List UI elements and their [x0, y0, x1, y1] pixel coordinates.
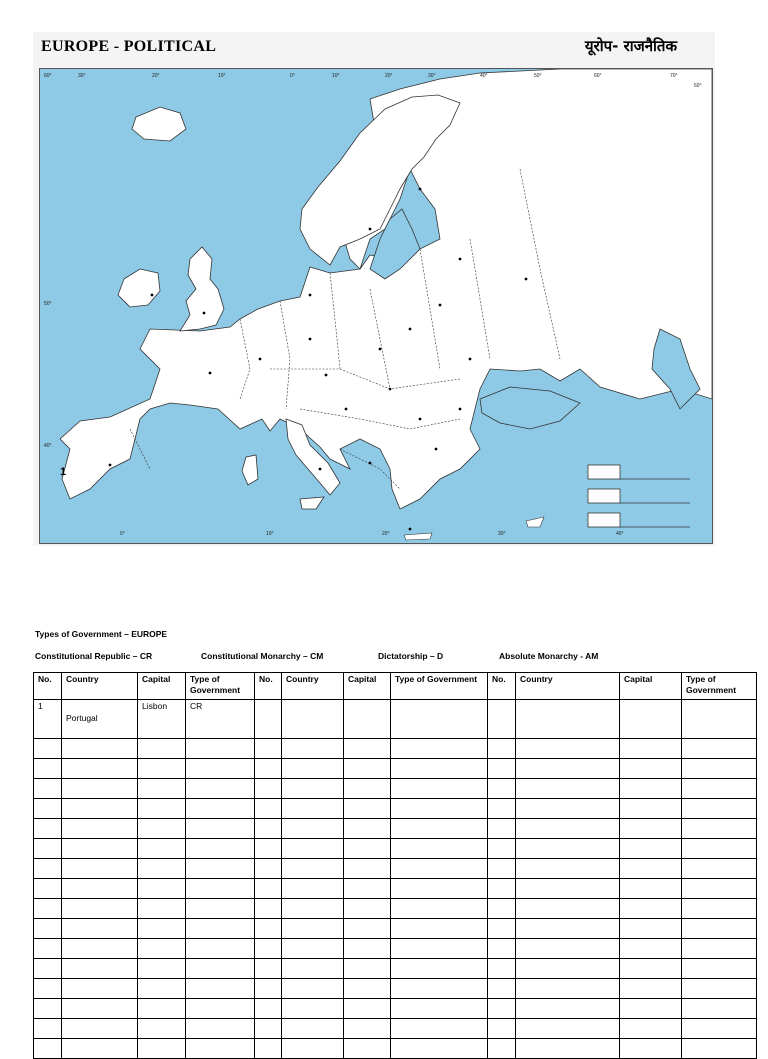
cell-no[interactable] — [255, 759, 282, 779]
cell-country[interactable] — [282, 1019, 344, 1039]
map-panel — [33, 32, 715, 546]
col-header-country: Country — [62, 673, 138, 700]
bottom-label: 0° — [120, 531, 125, 537]
cell-no[interactable] — [488, 879, 516, 899]
cell-no[interactable] — [34, 999, 62, 1019]
cell-no[interactable] — [488, 1019, 516, 1039]
cell-capital[interactable] — [620, 700, 682, 739]
cell-type[interactable] — [682, 1019, 757, 1039]
map-title-hindi: यूरोप- राजनैतिक — [584, 37, 677, 55]
cell-no[interactable]: 1 — [34, 700, 62, 739]
cell-country[interactable] — [282, 919, 344, 939]
cell-type[interactable] — [186, 839, 255, 859]
table-row — [34, 959, 757, 979]
cell-no[interactable] — [255, 879, 282, 899]
cell-capital[interactable] — [138, 759, 186, 779]
cell-capital[interactable] — [138, 899, 186, 919]
cell-capital[interactable] — [344, 919, 391, 939]
cell-capital[interactable] — [344, 779, 391, 799]
cell-capital[interactable] — [344, 759, 391, 779]
cell-capital[interactable]: Lisbon — [138, 700, 186, 739]
cell-type[interactable] — [391, 859, 488, 879]
cell-capital[interactable] — [344, 799, 391, 819]
cell-type[interactable] — [682, 779, 757, 799]
table-row — [34, 939, 757, 959]
col-header-capital: Capital — [620, 673, 682, 700]
long-label: 60° — [594, 73, 602, 79]
cell-country[interactable] — [282, 1039, 344, 1059]
cell-type[interactable] — [391, 779, 488, 799]
cell-no[interactable] — [488, 799, 516, 819]
long-label: 0° — [290, 73, 295, 79]
cell-capital[interactable] — [138, 879, 186, 899]
cell-capital[interactable] — [620, 739, 682, 759]
bottom-label: 30° — [498, 531, 506, 537]
cell-capital[interactable] — [620, 939, 682, 959]
cell-no[interactable] — [488, 700, 516, 739]
table-row — [34, 859, 757, 879]
long-label: 70° — [670, 73, 678, 79]
cell-no[interactable] — [255, 979, 282, 999]
cell-no[interactable] — [488, 759, 516, 779]
cell-type[interactable] — [682, 859, 757, 879]
cell-no[interactable] — [488, 959, 516, 979]
cell-no[interactable] — [255, 700, 282, 739]
cell-capital[interactable] — [620, 879, 682, 899]
cell-type[interactable] — [682, 700, 757, 739]
cell-no[interactable] — [255, 1039, 282, 1059]
cell-country[interactable] — [62, 899, 138, 919]
cell-country[interactable] — [282, 799, 344, 819]
cell-country[interactable] — [282, 779, 344, 799]
bottom-label: 20° — [382, 531, 390, 537]
cell-no[interactable] — [34, 759, 62, 779]
europe-outline-map — [39, 68, 713, 544]
table-row — [34, 759, 757, 779]
cell-type[interactable] — [391, 959, 488, 979]
cell-country[interactable] — [516, 779, 620, 799]
long-label: 30° — [78, 73, 86, 79]
cell-type[interactable] — [682, 979, 757, 999]
cell-country[interactable] — [516, 859, 620, 879]
cell-country[interactable] — [516, 1039, 620, 1059]
cell-capital[interactable] — [620, 999, 682, 1019]
cell-country[interactable] — [282, 759, 344, 779]
cell-type[interactable] — [391, 839, 488, 859]
col-header-capital: Capital — [138, 673, 186, 700]
cell-country[interactable] — [282, 859, 344, 879]
cell-no[interactable] — [34, 899, 62, 919]
cell-capital[interactable] — [138, 739, 186, 759]
cell-no[interactable] — [34, 919, 62, 939]
cell-capital[interactable] — [138, 939, 186, 959]
cell-no[interactable] — [488, 779, 516, 799]
map-title: EUROPE - POLITICAL — [41, 38, 217, 55]
cell-no[interactable] — [488, 839, 516, 859]
cell-no[interactable] — [488, 919, 516, 939]
cell-capital[interactable] — [138, 779, 186, 799]
cell-country[interactable] — [516, 979, 620, 999]
cell-capital[interactable] — [138, 1019, 186, 1039]
cell-type[interactable] — [682, 999, 757, 1019]
cell-no[interactable] — [255, 939, 282, 959]
cell-country[interactable] — [62, 779, 138, 799]
cell-country[interactable] — [516, 739, 620, 759]
cell-type[interactable] — [186, 819, 255, 839]
cell-capital[interactable] — [138, 979, 186, 999]
cell-type[interactable] — [186, 879, 255, 899]
bottom-label: 40° — [616, 531, 624, 537]
long-label: 20° — [385, 73, 393, 79]
cell-no[interactable] — [34, 859, 62, 879]
cell-capital[interactable] — [620, 899, 682, 919]
cell-type[interactable] — [391, 879, 488, 899]
gov-type-cr: Constitutional Republic – CR — [35, 651, 153, 661]
cell-country[interactable] — [516, 700, 620, 739]
cell-no[interactable] — [34, 879, 62, 899]
cell-no[interactable] — [488, 899, 516, 919]
cell-no[interactable] — [34, 959, 62, 979]
cell-no[interactable] — [255, 799, 282, 819]
cell-capital[interactable] — [344, 1019, 391, 1039]
cell-country[interactable] — [62, 819, 138, 839]
long-label: 40° — [480, 73, 488, 79]
cell-country[interactable] — [516, 919, 620, 939]
cell-capital[interactable] — [620, 959, 682, 979]
cell-type[interactable] — [682, 919, 757, 939]
cell-type[interactable] — [186, 1019, 255, 1039]
cell-capital[interactable] — [620, 1039, 682, 1059]
cell-capital[interactable] — [138, 919, 186, 939]
cell-no[interactable] — [488, 999, 516, 1019]
cell-capital[interactable] — [344, 879, 391, 899]
cell-type[interactable] — [682, 939, 757, 959]
cell-type[interactable] — [391, 979, 488, 999]
gov-type-am: Absolute Monarchy - AM — [499, 651, 599, 661]
table-row — [34, 899, 757, 919]
cell-type[interactable] — [682, 1039, 757, 1059]
cell-country[interactable] — [62, 1019, 138, 1039]
lat-label: 40° — [44, 443, 52, 449]
countries-table — [33, 672, 757, 1059]
cell-type[interactable] — [391, 739, 488, 759]
cell-country[interactable] — [516, 799, 620, 819]
table-header-row — [34, 673, 757, 700]
cell-no[interactable] — [34, 799, 62, 819]
cell-no[interactable] — [255, 779, 282, 799]
cell-type[interactable] — [391, 939, 488, 959]
lat-label: 50° — [44, 301, 52, 307]
cell-no[interactable] — [34, 1019, 62, 1039]
cell-capital[interactable] — [620, 839, 682, 859]
col-header-country: Country — [516, 673, 620, 700]
table-row — [34, 999, 757, 1019]
cell-country[interactable] — [282, 979, 344, 999]
cell-capital[interactable] — [138, 819, 186, 839]
cell-country[interactable] — [516, 759, 620, 779]
long-label: 10° — [332, 73, 340, 79]
cell-type[interactable] — [391, 759, 488, 779]
cell-country[interactable] — [62, 959, 138, 979]
cell-capital[interactable] — [620, 759, 682, 779]
cell-country[interactable] — [62, 859, 138, 879]
cell-capital[interactable] — [344, 739, 391, 759]
cell-country[interactable] — [516, 819, 620, 839]
table-row — [34, 879, 757, 899]
table-row — [34, 799, 757, 819]
cell-country[interactable] — [62, 759, 138, 779]
cell-capital[interactable] — [344, 1039, 391, 1059]
cell-no[interactable] — [255, 999, 282, 1019]
table-row — [34, 779, 757, 799]
cell-country[interactable] — [62, 919, 138, 939]
cell-type[interactable] — [186, 959, 255, 979]
cell-no[interactable] — [255, 819, 282, 839]
lat-label: 60° — [694, 83, 702, 89]
col-header-no: No. — [34, 673, 62, 700]
long-label: 30° — [428, 73, 436, 79]
cell-no[interactable] — [255, 899, 282, 919]
cell-no[interactable] — [34, 1039, 62, 1059]
cell-type[interactable] — [682, 899, 757, 919]
cell-country[interactable] — [516, 939, 620, 959]
long-label: 50° — [534, 73, 542, 79]
col-header-type: Type of Government — [391, 673, 488, 700]
cell-type[interactable] — [391, 1019, 488, 1039]
cell-country[interactable] — [282, 999, 344, 1019]
cell-country[interactable] — [62, 879, 138, 899]
table-body — [34, 700, 757, 1059]
cell-capital[interactable] — [620, 819, 682, 839]
cell-no[interactable] — [488, 1039, 516, 1059]
cell-type[interactable] — [682, 819, 757, 839]
cell-type[interactable] — [391, 919, 488, 939]
gov-type-cm: Constitutional Monarchy – CM — [201, 651, 324, 661]
cell-type[interactable] — [186, 859, 255, 879]
gov-type-d: Dictatorship – D — [378, 651, 444, 661]
table-row — [34, 1019, 757, 1039]
long-label: 10° — [218, 73, 226, 79]
cell-capital[interactable] — [620, 859, 682, 879]
cell-no[interactable] — [488, 979, 516, 999]
types-of-government-title: Types of Government – EUROPE — [35, 629, 168, 639]
cell-country[interactable] — [62, 1039, 138, 1059]
long-label: 20° — [152, 73, 160, 79]
cell-country[interactable] — [62, 999, 138, 1019]
col-header-no: No. — [255, 673, 282, 700]
cell-capital[interactable] — [344, 700, 391, 739]
cell-capital[interactable] — [344, 979, 391, 999]
cell-type[interactable] — [682, 959, 757, 979]
cell-capital[interactable] — [138, 799, 186, 819]
long-label: 60° — [44, 73, 52, 79]
cell-capital[interactable] — [620, 779, 682, 799]
cell-no[interactable] — [488, 939, 516, 959]
cell-country[interactable] — [516, 899, 620, 919]
cell-no[interactable] — [255, 919, 282, 939]
map-svg — [40, 69, 712, 543]
cell-country[interactable] — [516, 839, 620, 859]
cell-type[interactable]: CR — [186, 700, 255, 739]
cell-type[interactable] — [186, 759, 255, 779]
col-header-no: No. — [488, 673, 516, 700]
cell-no[interactable] — [34, 979, 62, 999]
cell-type[interactable] — [682, 759, 757, 779]
cell-country[interactable] — [516, 1019, 620, 1039]
cell-capital[interactable] — [620, 1019, 682, 1039]
col-header-capital: Capital — [344, 673, 391, 700]
cell-country[interactable] — [62, 939, 138, 959]
map-marker-1: 1 — [60, 466, 67, 478]
cell-type[interactable] — [391, 819, 488, 839]
cell-country[interactable] — [282, 959, 344, 979]
cell-no[interactable] — [255, 959, 282, 979]
cell-capital[interactable] — [620, 919, 682, 939]
cell-country[interactable] — [516, 879, 620, 899]
cell-type[interactable] — [391, 899, 488, 919]
cell-no[interactable] — [488, 739, 516, 759]
cell-country[interactable] — [282, 839, 344, 859]
cell-capital[interactable] — [138, 999, 186, 1019]
cell-capital[interactable] — [344, 899, 391, 919]
cell-type[interactable] — [682, 879, 757, 899]
cell-type[interactable] — [186, 739, 255, 759]
cell-type[interactable] — [186, 799, 255, 819]
cell-type[interactable] — [391, 700, 488, 739]
cell-type[interactable] — [186, 979, 255, 999]
cell-capital[interactable] — [620, 979, 682, 999]
cell-type[interactable] — [391, 799, 488, 819]
col-header-country: Country — [282, 673, 344, 700]
cell-type[interactable] — [391, 1039, 488, 1059]
cell-type[interactable] — [186, 1039, 255, 1059]
cell-country[interactable] — [282, 879, 344, 899]
col-header-type: Type of Government — [186, 673, 255, 700]
cell-capital[interactable] — [344, 999, 391, 1019]
cell-country[interactable] — [282, 739, 344, 759]
cell-type[interactable] — [186, 899, 255, 919]
cell-capital[interactable] — [344, 839, 391, 859]
cell-type[interactable] — [186, 939, 255, 959]
cell-country[interactable] — [282, 899, 344, 919]
cell-type[interactable] — [186, 779, 255, 799]
cell-capital[interactable] — [344, 939, 391, 959]
cell-country[interactable] — [282, 939, 344, 959]
cell-no[interactable] — [255, 859, 282, 879]
cell-no[interactable] — [255, 1019, 282, 1039]
cell-country[interactable] — [62, 979, 138, 999]
cell-capital[interactable] — [138, 839, 186, 859]
cell-capital[interactable] — [138, 1039, 186, 1059]
cell-capital[interactable] — [138, 959, 186, 979]
cell-capital[interactable] — [138, 859, 186, 879]
cell-capital[interactable] — [344, 959, 391, 979]
cell-no[interactable] — [488, 819, 516, 839]
cell-country[interactable] — [62, 799, 138, 819]
table-row — [34, 919, 757, 939]
cell-country[interactable] — [516, 999, 620, 1019]
cell-country[interactable] — [282, 700, 344, 739]
cell-no[interactable] — [255, 739, 282, 759]
cell-type[interactable] — [682, 839, 757, 859]
table-row — [34, 819, 757, 839]
bottom-label: 10° — [266, 531, 274, 537]
cell-type[interactable] — [682, 739, 757, 759]
table-row — [34, 1039, 757, 1059]
cell-no[interactable] — [34, 819, 62, 839]
table-row — [34, 700, 757, 739]
table-row — [34, 839, 757, 859]
cell-no[interactable] — [34, 739, 62, 759]
cell-country[interactable] — [282, 819, 344, 839]
table-row — [34, 979, 757, 999]
cell-country[interactable] — [62, 839, 138, 859]
cell-capital[interactable] — [344, 859, 391, 879]
col-header-type: Type of Government — [682, 673, 757, 700]
cell-capital[interactable] — [620, 799, 682, 819]
cell-type[interactable] — [391, 999, 488, 1019]
cell-no[interactable] — [488, 859, 516, 879]
cell-type[interactable] — [186, 999, 255, 1019]
cell-country[interactable]: Portugal — [62, 700, 138, 739]
cell-no[interactable] — [34, 939, 62, 959]
cell-country[interactable] — [516, 959, 620, 979]
cell-type[interactable] — [682, 799, 757, 819]
cell-no[interactable] — [255, 839, 282, 859]
cell-capital[interactable] — [344, 819, 391, 839]
cell-type[interactable] — [186, 919, 255, 939]
cell-no[interactable] — [34, 779, 62, 799]
cell-no[interactable] — [34, 839, 62, 859]
cell-country[interactable] — [62, 739, 138, 759]
table-row — [34, 739, 757, 759]
